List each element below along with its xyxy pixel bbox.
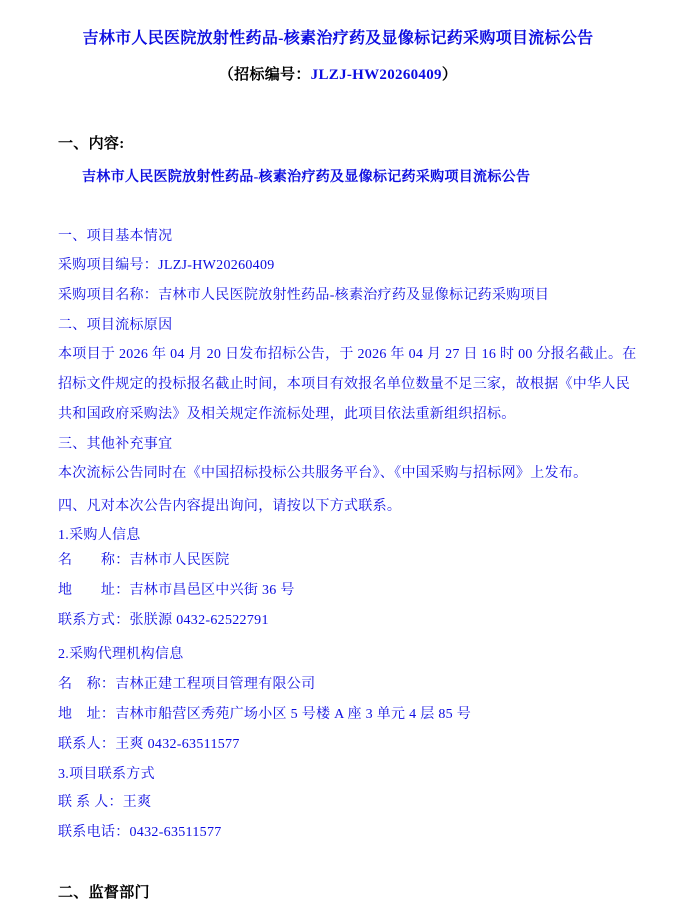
purchaser-contact-line: 联系方式：张朕源 0432-62522791: [58, 613, 269, 628]
supplement-text-line: 本次流标公告同时在《中国招标投标公共服务平台》、《中国采购与招标网》上发布。: [58, 466, 588, 481]
reason-paragraph-line-2: 招标文件规定的投标报名截止时间，本项目有效报名单位数量不足三家，故根据《中华人民: [58, 377, 630, 392]
supplement-heading: 三、其他补充事宜: [58, 437, 173, 452]
agency-name-line: 名 称：吉林正建工程项目管理有限公司: [58, 677, 316, 692]
purchaser-info-heading: 1.采购人信息: [58, 528, 141, 543]
agency-contact-line: 联系人：王爽 0432-63511577: [58, 737, 240, 752]
project-number-line: 采购项目编号：JLZJ-HW20260409: [58, 258, 275, 273]
reason-paragraph-line-3: 共和国政府采购法》及相关规定作流标处理，此项目依法重新组织招标。: [58, 407, 516, 422]
inquiry-heading: 四、凡对本次公告内容提出询问，请按以下方式联系。: [58, 499, 402, 514]
purchaser-address-line: 地 址：吉林市昌邑区中兴街 36 号: [58, 583, 295, 598]
project-contact-heading: 3.项目联系方式: [58, 767, 155, 782]
announcement-title-line: 吉林市人民医院放射性药品-核素治疗药及显像标记药采购项目流标公告: [82, 170, 531, 185]
bid-number-line: [0, 65, 676, 85]
agency-info-heading: 2.采购代理机构信息: [58, 647, 184, 662]
project-contact-person-line: 联 系 人：王爽: [58, 795, 152, 810]
bid-number-code: JLZJ-HW20260409: [310, 67, 442, 83]
project-name-line: 采购项目名称：吉林市人民医院放射性药品-核素治疗药及显像标记药采购项目: [58, 288, 550, 303]
supervision-section-heading: 二、监督部门: [58, 885, 150, 901]
document-title: 吉林市人民医院放射性药品-核素治疗药及显像标记药采购项目流标公告: [82, 30, 594, 47]
purchaser-name-line: 名 称：吉林市人民医院: [58, 553, 230, 568]
project-contact-phone-line: 联系电话：0432-63511577: [58, 825, 222, 840]
agency-address-line: 地 址：吉林市船营区秀苑广场小区 5 号楼 A 座 3 单元 4 层 85 号: [58, 707, 472, 722]
bid-number-prefix: （招标编号：: [218, 67, 311, 83]
bid-number-suffix: ）: [441, 67, 458, 83]
content-section-heading: 一、内容:: [58, 136, 125, 152]
basic-info-heading: 一、项目基本情况: [58, 229, 173, 244]
reason-heading: 二、项目流标原因: [58, 318, 173, 333]
reason-paragraph-line-1: 本项目于 2026 年 04 月 20 日发布招标公告，于 2026 年 04 月 27 日 16 时 00 分报名截止。在: [58, 347, 637, 362]
